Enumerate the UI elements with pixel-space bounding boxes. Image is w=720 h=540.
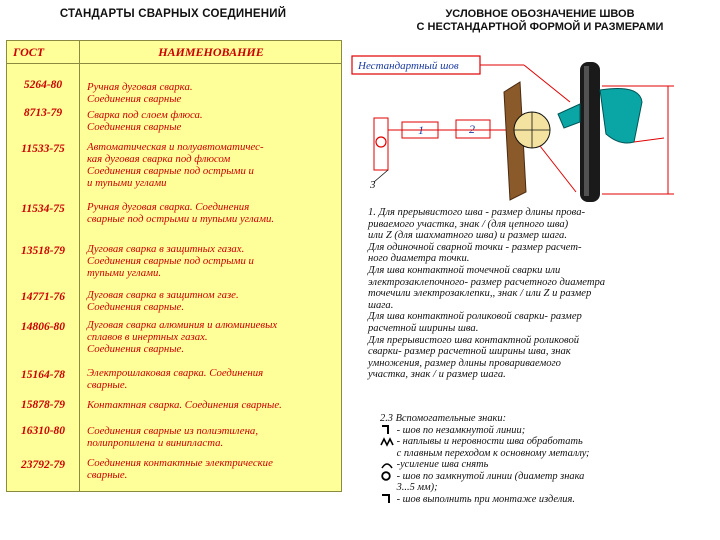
rod xyxy=(580,62,600,202)
remove-reinforcement-icon xyxy=(380,460,394,470)
symbol-row xyxy=(380,425,715,437)
standard-name xyxy=(87,457,337,481)
note-line: точечили электрозаклепки,, знак / или Z и размер xyxy=(368,288,592,300)
right-title-line: С НЕСТАНДАРТНОЙ ФОРМОЙ И РАЗМЕРАМИ xyxy=(416,21,664,33)
right-title xyxy=(370,8,710,34)
symbol-row xyxy=(380,471,715,483)
symbol-row xyxy=(380,482,715,494)
gost-code: 11534-75 xyxy=(21,203,65,215)
blank-icon xyxy=(380,483,394,493)
header-gost: ГОСТ xyxy=(13,45,45,59)
label-box-text: Нестандартный шов xyxy=(358,60,459,72)
symbol-row xyxy=(380,448,715,460)
auxiliary-symbols xyxy=(380,413,715,505)
closed-seam-icon xyxy=(380,471,394,481)
standard-name xyxy=(87,319,337,355)
name-line: Ручная дуговая сварка. Соединения xyxy=(87,201,250,213)
note-line: риваемого участка, знак / (для цепного шва) xyxy=(368,218,569,230)
name-line: сварные. xyxy=(87,379,128,391)
label-2: 2 xyxy=(469,122,475,136)
field-weld-icon xyxy=(380,494,394,504)
name-line: тупыми углами. xyxy=(87,267,162,279)
label-3-leader xyxy=(374,170,388,182)
name-line: Контактная сварка. Соединения сварные. xyxy=(87,399,282,411)
symbol-row xyxy=(380,494,715,506)
symbol-text: - наплывы и неровности шва обработать xyxy=(396,436,583,447)
name-line: полипропилена и винипласта. xyxy=(87,437,224,449)
gost-code: 13518-79 xyxy=(20,245,66,257)
teal-weld-bead xyxy=(600,89,642,144)
table-header xyxy=(7,41,341,64)
right-title-line: УСЛОВНОЕ ОБОЗНАЧЕНИЕ ШВОВ xyxy=(445,8,635,20)
name-line: Дуговая сварка алюминия и алюминиевых xyxy=(87,319,278,331)
note-line: участка, знак / и размер шага. xyxy=(368,369,506,381)
name-line: Соединения сварные. xyxy=(87,301,185,313)
note-line: 1. Для прерывистого шва - размер длины прова- xyxy=(368,207,586,218)
label-3: 3 xyxy=(370,179,376,191)
rod-highlight xyxy=(584,66,589,196)
name-line: Электрошлаковая сварка. Соединения xyxy=(87,367,264,379)
open-seam-icon xyxy=(380,425,394,435)
symbols-title: 2.3 Вспомогательные знаки: xyxy=(380,413,507,424)
gost-code: 15878-79 xyxy=(20,399,66,411)
note-line: сварки- размер расчетной ширины шва, знак xyxy=(368,346,571,358)
symbol-row xyxy=(380,459,715,471)
standard-name xyxy=(87,243,337,279)
name-line: Соединения контактные электрические xyxy=(87,457,273,469)
gost-code: 5264-80 xyxy=(23,79,63,91)
gost-code: 16310-80 xyxy=(20,425,66,437)
leader-line xyxy=(524,65,570,102)
note-line: электрозаклепочного- размер расчетного диаметра xyxy=(368,276,606,288)
name-line: Соединения сварные. xyxy=(87,343,185,355)
name-line: кая дуговая сварка под флюсом xyxy=(87,153,231,165)
note-line: Для одиночной сварной точки - размер расчет- xyxy=(368,241,582,253)
note-line: шага. xyxy=(368,299,394,311)
name-line: и тупыми углами xyxy=(87,177,167,189)
note-line: ного диаметра точки. xyxy=(368,253,470,265)
standard-name xyxy=(87,399,337,411)
standard-name xyxy=(87,141,337,189)
gost-code: 8713-79 xyxy=(23,107,63,119)
note-line: Для шва контактной роликовой сварки- размер xyxy=(368,311,582,323)
gost-code: 14806-80 xyxy=(20,321,66,333)
gost-code: 14771-76 xyxy=(20,291,66,303)
column-divider xyxy=(79,63,80,491)
gost-table xyxy=(6,40,342,492)
name-line: Соединения сварные под острыми и xyxy=(87,165,254,177)
standard-name xyxy=(87,81,337,105)
gost-code: 23792-79 xyxy=(20,459,66,471)
nonstandard-weld-diagram xyxy=(344,42,720,202)
name-line: Дуговая сварка в защитном газе. xyxy=(87,289,239,301)
name-line: Дуговая сварка в защитных газах. xyxy=(87,243,245,255)
symbol-text: 3...5 мм); xyxy=(396,482,438,493)
name-line: Соединения сварные xyxy=(87,93,182,105)
name-line: сварные. xyxy=(87,469,128,481)
dimension-line xyxy=(540,146,576,192)
name-line: Сварка под слоем флюса. xyxy=(87,109,203,121)
note-line: умножения, размер длины провариваемого xyxy=(368,357,561,369)
dimension-line xyxy=(634,138,664,142)
name-line: сварные под острыми и тупыми углами. xyxy=(87,213,275,225)
blank-icon xyxy=(380,448,394,458)
standard-name xyxy=(87,289,337,313)
symbol-row xyxy=(380,436,715,448)
symbol-text: - шов по замкнутой линии (диаметр знака xyxy=(396,470,585,482)
symbol-text: с плавным переходом к основному металлу; xyxy=(396,447,590,459)
note-line: Для прерывистого шва контактной роликовой xyxy=(368,334,580,346)
gost-code: 15164-78 xyxy=(20,369,66,381)
name-line: сплавов в инертных газах. xyxy=(87,331,208,343)
grind-icon xyxy=(380,437,394,447)
symbol-text: -усиление шва снять xyxy=(396,459,489,470)
notes-text xyxy=(368,207,713,381)
standard-name xyxy=(87,367,337,391)
name-line: Соединения сварные из полиэтилена, xyxy=(87,425,259,437)
teal-weld-bead-left xyxy=(558,104,580,128)
name-line: Ручная дуговая сварка. xyxy=(87,81,193,93)
label-1: 1 xyxy=(418,123,424,137)
standard-name xyxy=(87,109,337,133)
note-line: расчетной ширины шва. xyxy=(368,322,479,334)
note-line: Для шва контактной точечной сварки или xyxy=(368,264,561,276)
symbol-text: - шов по незамкнутой линии; xyxy=(396,424,526,436)
left-title: СТАНДАРТЫ СВАРНЫХ СОЕДИНЕНИЙ xyxy=(59,8,287,20)
gost-code: 11533-75 xyxy=(21,143,65,155)
header-name: НАИМЕНОВАНИЕ xyxy=(79,41,342,63)
name-line: Соединения сварные xyxy=(87,121,182,133)
standard-name xyxy=(87,425,337,449)
name-line: Автоматическая и полуавтоматичес- xyxy=(87,141,264,153)
name-line: Соединения сварные под острыми и xyxy=(87,255,254,267)
symbol-text: - шов выполнить при монтаже изделия. xyxy=(396,493,575,505)
standard-name xyxy=(87,201,337,225)
note-line: или Z (для шахматного шва) и размер шага. xyxy=(368,230,567,242)
